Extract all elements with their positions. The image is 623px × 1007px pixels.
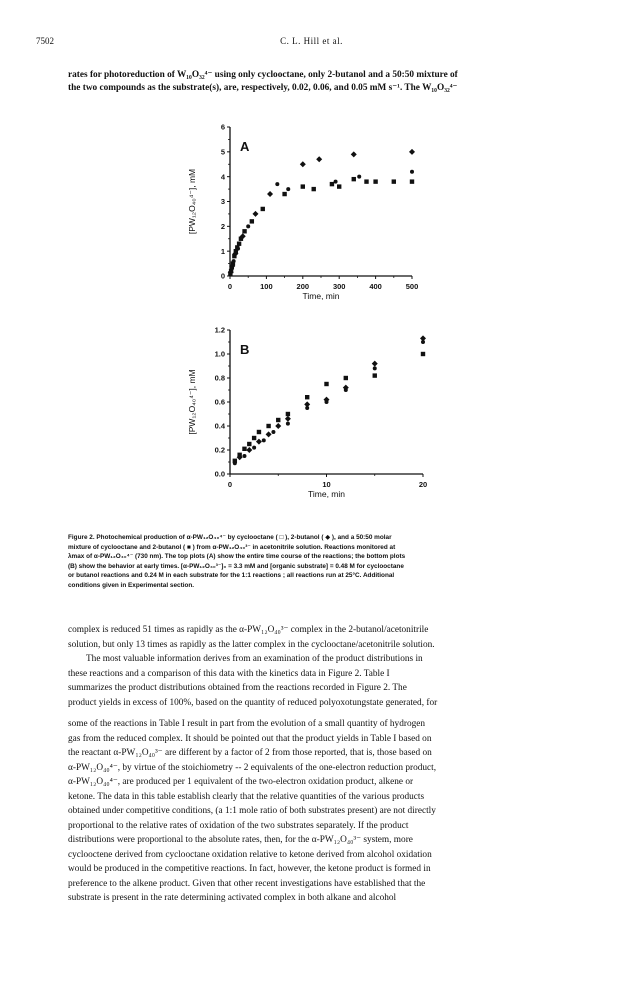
y-tick-label: 0.4: [214, 421, 225, 431]
y-tick-label: 1: [220, 246, 225, 256]
data-point-dot: [232, 259, 236, 263]
panel-label: A: [240, 139, 250, 154]
data-point-dot: [344, 388, 348, 392]
data-point-square: [392, 179, 396, 183]
data-point-square: [324, 382, 328, 386]
data-point-diamond: [285, 416, 291, 422]
data-point-dot: [271, 430, 275, 434]
body-text: [68, 623, 573, 906]
data-point-dot: [233, 461, 237, 465]
text-line: these reactions and a comparison of this data with the kinetics data in Figure 2. Table I: [68, 668, 390, 679]
x-tick-label: 0: [227, 480, 233, 489]
text-line: product yields in excess of 100%, based on the quantity of reduced polyoxotungstate generated, for: [68, 697, 438, 708]
text-line: would be produced in the competitive reactions. In fact, however, the ketone product is formed in: [68, 864, 431, 874]
y-tick-label: 5: [220, 147, 225, 157]
x-tick-label: 10: [322, 480, 331, 489]
caption-line: or butanol reactions and 0.24 M in each substrate for the 1:1 reactions ; all reactions run at 25°C. Additional: [68, 572, 395, 580]
text-line: ketone. The data in this table establish clearly that the relative quantities of the various products: [68, 791, 425, 802]
text-line: obtained under competitive conditions, (a 1:1 mole ratio of both substrates present) are not directly: [68, 806, 436, 816]
data-point-dot: [373, 366, 377, 370]
text-line: complex is reduced 51 times as rapidly as the α-PW₁₂O₄₀³⁻ complex in the 2-butanol/acetonitrile: [68, 625, 429, 635]
y-tick-label: 3: [220, 197, 225, 207]
data-point-dot: [242, 454, 246, 458]
data-point-diamond: [275, 423, 281, 429]
text-line: proportional to the relative rates of oxidation of the two substrates separately. If the product: [68, 820, 409, 831]
text-line: cyclooctene derived from cyclooctane oxidation relative to ketone derived from alcohol oxidation: [68, 849, 432, 860]
y-tick-label: 4: [220, 172, 225, 182]
data-point-square: [250, 219, 254, 223]
data-point-diamond: [316, 156, 322, 162]
data-point-dot: [357, 175, 361, 179]
data-point-dot: [262, 438, 266, 442]
data-point-square: [276, 418, 280, 422]
data-point-square: [242, 229, 246, 233]
text-line: the reactant α-PW₁₂O₄₀³⁻ are different by a factor of 2 from those reported, that is, those based on: [68, 748, 432, 758]
text-line: the two compounds as the substrate(s), are, respectively, 0.02, 0.06, and 0.05 mM s⁻¹. The W₁₀O₃₂⁴⁻: [68, 83, 458, 93]
data-point-diamond: [409, 149, 415, 155]
x-tick-label: 400: [369, 282, 382, 291]
data-point-square: [261, 207, 265, 211]
data-point-diamond: [266, 431, 272, 437]
text-line: substrate is present in the rate determining activated complex in both alkane and alcohol: [68, 893, 397, 903]
data-point-square: [364, 179, 368, 183]
figure-2a: [150, 118, 450, 318]
data-point-dot: [421, 340, 425, 344]
y-tick-label: 0.2: [214, 445, 225, 455]
data-point-dot: [286, 422, 290, 426]
intro-paragraph: [68, 69, 573, 95]
data-point-square: [330, 182, 334, 186]
y-tick-label: 0.0: [214, 469, 225, 479]
x-tick-label: 500: [405, 282, 419, 291]
y-axis-label: [PW₁₂O₄₀⁴⁻], mM: [187, 369, 197, 435]
data-point-diamond: [246, 447, 252, 453]
data-point-dot: [246, 224, 250, 228]
x-tick-label: 300: [332, 282, 346, 291]
data-point-square: [312, 187, 316, 191]
y-tick-label: 0.6: [214, 397, 225, 407]
text-line: some of the reactions in Table I result in part from the evolution of a small quantity of hydrogen: [68, 719, 426, 729]
data-point-diamond: [300, 161, 306, 167]
data-point-square: [421, 352, 425, 356]
data-point-square: [301, 184, 305, 188]
figure-caption: [68, 533, 573, 591]
data-point-dot: [252, 446, 256, 450]
data-point-dot: [305, 406, 309, 410]
x-tick-label: 0: [227, 282, 233, 291]
data-point-square: [266, 424, 270, 428]
running-head: C. L. Hill et al.: [280, 36, 343, 46]
data-point-square: [337, 184, 341, 188]
data-point-square: [252, 436, 256, 440]
chart-b-svg: [150, 324, 450, 509]
data-point-dot: [410, 170, 414, 174]
data-point-square: [344, 376, 348, 380]
data-point-square: [242, 447, 246, 451]
caption-line: (B) show the behavior at early times. [α-PW₁₂O₄₀³⁻]₀ = 3.3 mM and [organic substrate] = 0.48 M for cyclooctane: [68, 562, 404, 570]
data-point-square: [373, 179, 377, 183]
data-point-dot: [275, 182, 279, 186]
data-point-square: [282, 192, 286, 196]
data-point-dot: [236, 247, 240, 251]
text-line: distributions were proportional to the absolute rates, then, for the α-PW₁₂O₄₀³⁻ system, more: [68, 835, 413, 845]
data-point-diamond: [252, 211, 258, 217]
text-line: gas from the reduced complex. It should be pointed out that the product yields in Table I based on: [68, 733, 432, 744]
y-tick-label: 0.8: [214, 373, 225, 383]
caption-line: conditions given in Experimental section.: [68, 581, 195, 589]
text-line: summarizes the product distributions obtained from the reactions recorded in Figure 2. The: [68, 683, 407, 693]
data-point-square: [373, 373, 377, 377]
data-point-square: [247, 442, 251, 446]
y-tick-label: 1.0: [214, 349, 225, 359]
page-number: 7502: [36, 36, 54, 46]
text-line: rates for photoreduction of W₁₀O₃₂⁴⁻ using only cyclooctane, only 2-butanol and a 50:50 mixture of: [68, 70, 458, 80]
x-axis-label: Time, min: [308, 489, 345, 499]
y-tick-label: 0: [220, 271, 225, 281]
x-tick-label: 200: [296, 282, 310, 291]
data-point-dot: [325, 400, 329, 404]
data-point-diamond: [267, 191, 273, 197]
caption-line: mixture of cyclooctane and 2-butanol ( ■ ) from α-PW₁₂O₄₀³⁻ in acetonitrile solution. Reactions monitored at: [68, 543, 396, 551]
figure-2b: [150, 324, 450, 509]
data-point-square: [286, 412, 290, 416]
data-point-diamond: [351, 151, 357, 157]
text-line: α-PW₁₂O₄₀⁴⁻, by virtue of the stoichiometry -- 2 equivalents of the one-electron reduction product,: [68, 762, 437, 773]
data-point-dot: [334, 180, 338, 184]
data-point-square: [352, 177, 356, 181]
text-line: solution, but only 13 times as rapidly as the latter complex in the cyclooctane/acetonitrile solution.: [68, 639, 435, 650]
data-point-diamond: [256, 439, 262, 445]
caption-line: Figure 2. Photochemical production of α-PW₁₂O₄₀⁴⁻ by cyclooctane ( □ ), 2-butanol ( ◆ ), and a 50:50 molar: [68, 534, 392, 541]
x-tick-label: 20: [418, 480, 428, 489]
data-point-square: [410, 179, 414, 183]
data-point-square: [257, 430, 261, 434]
chart-a-svg: [150, 118, 450, 318]
caption-line: λmax of α-PW₁₂O₄₀⁴⁻ (730 nm). The top plots (A) show the entire time course of the reactions; the bottom plots: [68, 553, 406, 561]
y-tick-label: 1.2: [214, 325, 225, 335]
text-line: α-PW₁₂O₄₀⁴⁻, are produced per 1 equivalent of the two-electron oxidation product, alkene or: [68, 777, 414, 787]
data-point-square: [305, 395, 309, 399]
text-line: preference to the alkene product. Given that other recent investigations have established that the: [68, 878, 426, 889]
panel-label: B: [240, 342, 250, 357]
y-tick-label: 6: [220, 122, 225, 132]
y-tick-label: 2: [220, 221, 225, 231]
y-axis-label: [PW₁₂O₄₀⁴⁻], mM: [187, 168, 197, 235]
data-point-square: [237, 242, 241, 246]
page-header: [36, 36, 587, 50]
data-point-dot: [229, 267, 233, 271]
text-line: The most valuable information derives from an examination of the product distributions in: [86, 654, 423, 664]
x-axis-label: Time, min: [302, 291, 340, 301]
x-tick-label: 100: [260, 282, 273, 291]
data-point-diamond: [372, 361, 378, 367]
data-point-dot: [286, 187, 290, 191]
